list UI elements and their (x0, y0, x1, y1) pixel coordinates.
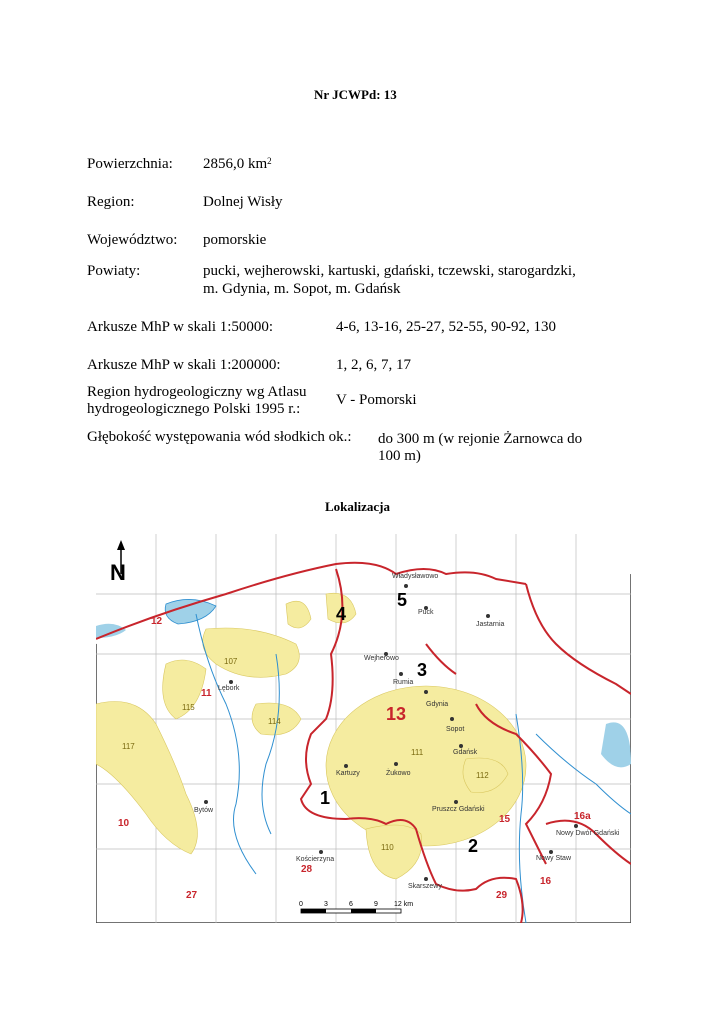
area-27: 27 (186, 890, 198, 901)
area-number: 2856,0 km (203, 156, 268, 172)
place-wejherowo: Wejherowo (364, 655, 399, 662)
area-11: 11 (201, 688, 212, 699)
area-15: 15 (499, 814, 511, 825)
place-zukowo: Żukowo (386, 770, 411, 777)
area-label: Powierzchnia: (87, 156, 173, 172)
region-label: Region: (87, 194, 135, 210)
counties-value-line2: m. Gdynia, m. Sopot, m. Gdańsk (203, 281, 401, 297)
aquifer-label-110: 110 (381, 843, 394, 852)
sheets-50k-value: 4-6, 13-16, 25-27, 52-55, 90-92, 130 (336, 319, 556, 335)
scale-tick-0: 0 (299, 901, 303, 908)
region-value: Dolnej Wisły (203, 194, 283, 210)
place-wladyslawowo: Władysławowo (392, 573, 439, 580)
hydro-region-label-line2: hydrogeologicznego Polski 1995 r.: (87, 401, 301, 417)
place-jastarnia: Jastarnia (476, 621, 505, 628)
place-skarszewy: Skarszewy (408, 883, 442, 890)
place-gdansk: Gdańsk (453, 749, 478, 756)
counties-label: Powiaty: (87, 263, 141, 279)
aquifer-label-114: 114 (268, 717, 281, 726)
sheets-50k-label: Arkusze MhP w skali 1:50000: (87, 319, 274, 335)
sheets-200k-value: 1, 2, 6, 7, 17 (336, 357, 411, 373)
place-kartuzy: Kartuzy (336, 770, 360, 777)
section-title: Lokalizacja (325, 499, 390, 514)
aquifer-label-112: 112 (476, 771, 489, 780)
voivodeship-label: Województwo: (87, 232, 178, 248)
north-label: N (110, 560, 126, 585)
area-28: 28 (301, 864, 313, 875)
area-value (203, 155, 272, 173)
depth-value-line1: do 300 m (w rejonie Żarnowca do (378, 431, 583, 447)
document-title: Nr JCWPd: 13 (314, 87, 397, 102)
place-rumia: Rumia (393, 679, 414, 686)
place-bytow: Bytów (194, 807, 214, 814)
area-29: 29 (496, 890, 508, 901)
place-nowy-dwor-gdanski: Nowy Dwór Gdański (556, 830, 620, 837)
map-label-13: 13 (386, 704, 407, 724)
area-unit-superscript: 2 (267, 156, 272, 166)
depth-label: Głębokość występowania wód słodkich ok.: (87, 429, 352, 445)
aquifer-label-111: 111 (411, 748, 424, 757)
map-label-5: 5 (397, 590, 408, 610)
map-label-3: 3 (417, 660, 428, 680)
place-nowy-staw: Nowy Staw (536, 855, 572, 862)
place-koscierzyna: Kościerzyna (296, 856, 335, 863)
depth-value-line2: 100 m) (378, 448, 421, 464)
map-label-2: 2 (468, 836, 479, 856)
hydro-region-label-line1: Region hydrogeologiczny wg Atlasu (87, 384, 307, 400)
scale-tick-12: 12 km (394, 901, 414, 908)
area-12: 12 (151, 616, 163, 627)
place-pruszcz-gdanski: Pruszcz Gdański (432, 806, 485, 813)
scale-tick-3: 3 (324, 901, 328, 908)
area-16a: 16a (574, 811, 591, 822)
location-map (96, 534, 631, 923)
aquifer-label-107: 107 (224, 657, 238, 666)
area-10: 10 (118, 818, 130, 829)
sheets-200k-label: Arkusze MhP w skali 1:200000: (87, 357, 281, 373)
map-label-1: 1 (320, 788, 331, 808)
hydro-region-value: V - Pomorski (336, 392, 417, 408)
area-16: 16 (540, 876, 552, 887)
map-label-4: 4 (336, 604, 347, 624)
voivodeship-value: pomorskie (203, 232, 267, 248)
aquifer-label-117: 117 (122, 742, 135, 751)
counties-value-line1: pucki, wejherowski, kartuski, gdański, tczewski, starogardzki, (203, 263, 576, 279)
scale-tick-6: 6 (349, 901, 353, 908)
place-puck: Puck (418, 609, 434, 616)
place-gdynia: Gdynia (426, 701, 449, 708)
aquifer-label-115: 115 (182, 703, 195, 712)
scale-tick-9: 9 (374, 901, 378, 908)
place-sopot: Sopot (446, 726, 465, 733)
place-lebork: Lębork (218, 685, 240, 692)
